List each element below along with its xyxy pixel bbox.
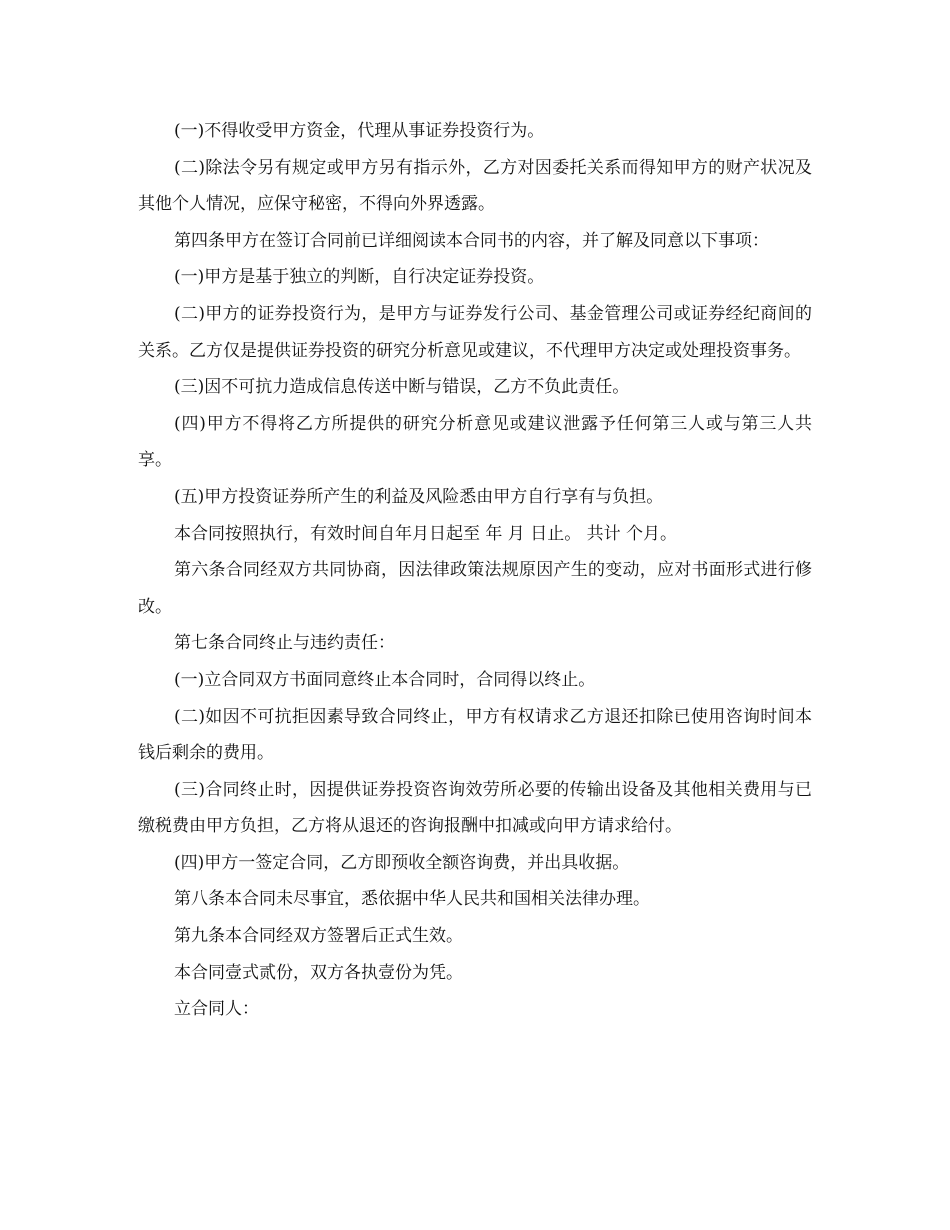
copies-paragraph: 本合同壹式贰份，双方各执壹份为凭。 — [174, 962, 463, 983]
article-paragraph: 第七条合同终止与违约责任： — [174, 633, 395, 654]
clause-paragraph: (二)如因不可抗拒因素导致合同终止，甲方有权请求乙方退还扣除已使用咨询时间本钱后剩余的费用。 — [138, 706, 812, 764]
article-paragraph: 第九条本合同经双方签署后正式生效。 — [174, 926, 463, 947]
article-paragraph: 第八条本合同未尽事宜，悉依据中华人民共和国相关法律办理。 — [174, 889, 650, 910]
clause-paragraph: (二)甲方的证券投资行为，是甲方与证券发行公司、基金管理公司或证券经纪商间的关系。乙方仅是提供证券投资的研究分析意见或建议，不代理甲方决定或处理投资事务。 — [138, 303, 812, 361]
article-paragraph: 第六条合同经双方共同协商，因法律政策法规原因产生的变动，应对书面形式进行修改。 — [138, 560, 812, 617]
clause-paragraph: (三)因不可抗力造成信息传送中断与错误，乙方不负此责任。 — [174, 377, 630, 398]
document-body — [138, 113, 812, 1028]
clause-paragraph: (四)甲方不得将乙方所提供的研究分析意见或建议泄露予任何第三人或与第三人共享。 — [138, 413, 812, 471]
clause-paragraph: (三)合同终止时，因提供证券投资咨询效劳所必要的传输出设备及其他相关费用与已缴税费由甲方负担，乙方将从退还的咨询报酬中扣减或向甲方请求给付。 — [138, 779, 812, 837]
clause-paragraph: (一)不得收受甲方资金，代理从事证券投资行为。 — [174, 121, 545, 141]
term-paragraph: 本合同按照执行，有效时间自年月日起至 年 月 日止。 共计 个月。 — [174, 523, 678, 544]
clause-paragraph: (二)除法令另有规定或甲方另有指示外，乙方对因委托关系而得知甲方的财产状况及其他个人情况，应保守秘密，不得向外界透露。 — [138, 157, 812, 215]
clause-paragraph: (五)甲方投资证券所产生的利益及风险悉由甲方自行享有与负担。 — [174, 486, 664, 507]
article-paragraph: 第四条甲方在签订合同前已详细阅读本合同书的内容，并了解及同意以下事项： — [174, 230, 769, 251]
clause-paragraph: (一)甲方是基于独立的判断，自行决定证券投资。 — [174, 267, 545, 288]
signatory-label: 立合同人： — [174, 999, 259, 1020]
clause-paragraph: (一)立合同双方书面同意终止本合同时，合同得以终止。 — [174, 669, 596, 690]
clause-paragraph: (四)甲方一签定合同，乙方即预收全额咨询费，并出具收据。 — [174, 852, 630, 873]
